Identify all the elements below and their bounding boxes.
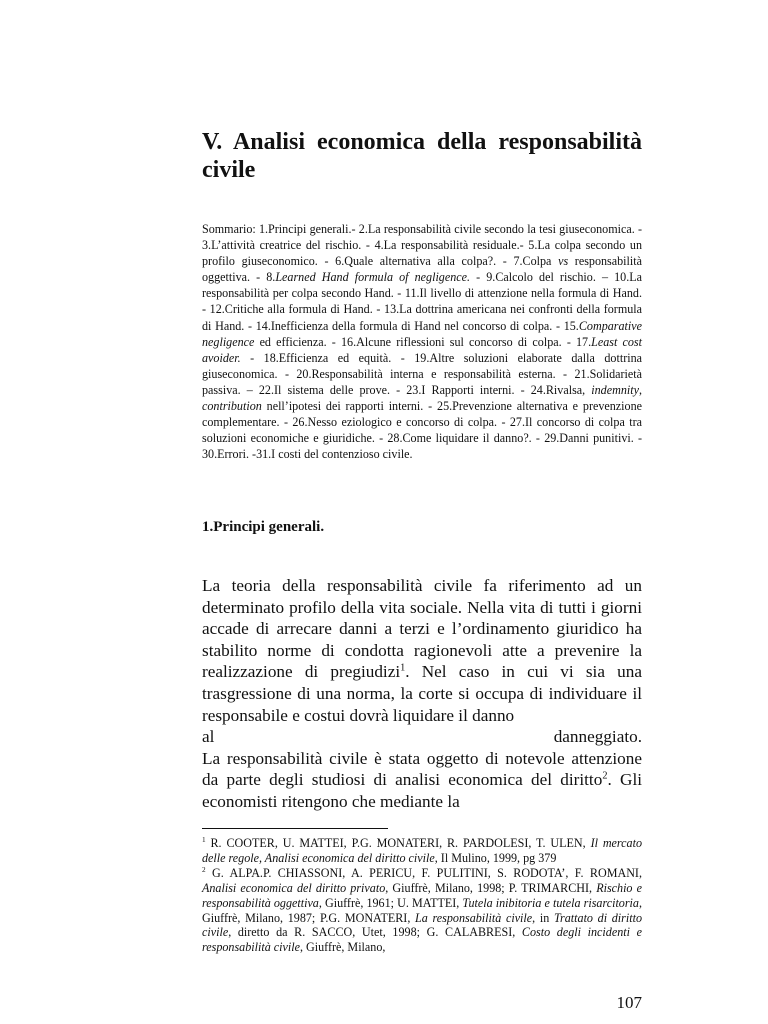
- summary-segment-text-4: - 9.Calcolo del rischio. – 10.La responsabilità per colpa secondo Hand. - 11.Il livello di attenzione nella formula di Hand. - 12.Critiche alla formula di Hand. - 13.La dottrina americana nei confronti della formula di Hand. - 14.Inefficienza della formula di Hand nel concorso di colpa. - 15.: [202, 270, 642, 333]
- footnote-2-segment-italic-9: Trattato di diritto civile: [202, 910, 643, 940]
- summary-segment-italic-11: contribution: [202, 399, 262, 414]
- summary-segment-text-6: ed efficienza. - 16.Alcune riflessioni sul concorso di colpa. - 17.: [254, 334, 592, 349]
- paragraph-1-last-line: al danneggiato.: [202, 727, 642, 747]
- page-number: 107: [616, 993, 642, 1012]
- footnote-2-segment-text-6: , Giuffrè, Milano, 1987; P.G. MONATERI,: [202, 895, 642, 925]
- footnote-ref-2: 2: [602, 770, 608, 782]
- footnote-2-segment-italic-7: La responsabilità civile: [415, 910, 533, 925]
- summary-segment-italic-9: indemnity: [591, 382, 639, 397]
- footnote-mark: 1: [202, 835, 206, 844]
- summary-segment-text-2: responsabilità oggettiva. - 8.: [202, 254, 642, 285]
- summary-segment-italic-5: Comparative negligence: [202, 318, 642, 349]
- footnote-2-segment-italic-5: Tutela inibitoria e tutela risarcitoria: [462, 895, 639, 910]
- footnotes: [202, 836, 642, 955]
- footnote-1: [202, 836, 642, 866]
- footnote-2-segment-text-0: G. ALPA.P. CHIASSONI, A. PERICU, F. PULITINI, S. RODOTA’, F. ROMANI,: [205, 865, 642, 880]
- summary-segment-italic-3: Learned Hand formula of negligence.: [275, 270, 471, 285]
- paragraph-2: La responsabilità civile è stata oggetto di notevole attenzione da parte degli studiosi di analisi economica del diritto$^2$. Gli economisti ritengono che mediante la: [202, 748, 643, 811]
- footnote-2-segment-italic-11: Costo degli incidenti e responsabilità civile: [202, 925, 642, 955]
- footnote-separator: [202, 828, 388, 829]
- footnote-2-segment-italic-3: Rischio e responsabilità oggettiva: [202, 880, 643, 910]
- summary-segment-text-10: ,: [638, 382, 642, 397]
- summary-segment-text-12: nell’ipotesi dei rapporti interni. - 25.Prevenzione alternativa e prevenzione complementare. - 26.Nesso eziologico e concorso di colpa. - 27.Il concorso di colpa tra soluzioni economiche e giuridiche. - 28.Come liquidare il danno?. - 29.Danni punitivi. - 30.Errori. -31.I costi del contenzioso civile.: [202, 399, 642, 462]
- footnote-1-segment-italic-1: Il mercato delle regole, Analisi economica del diritto civile: [202, 836, 643, 865]
- summary-segment-text-8: - 18.Efficienza ed equità. - 19.Altre soluzioni elaborate dalla dottrina giuseconomica. - 20.Responsabilità interna e responsabilità esterna. - 21.Solidarietà passiva. – 22.Il sistema delle prove. - 23.I Rapporti interni. - 24.Rivalsa,: [202, 350, 642, 397]
- chapter-title: V. Analisi economica della responsabilità civile: [202, 129, 642, 183]
- footnote-2-segment-italic-1: Analisi economica del diritto privato: [202, 880, 386, 895]
- paragraph-1: La teoria della responsabilità civile fa riferimento ad un determinato profilo della vita sociale. Nella vita di tutti i giorni accade di arrecare danni a terzi e l’ordinamento giuridico ha stabilito norme di condotta ragionevoli atte a prevenire la realizzazione di pregiudizi$^1$. Nel caso in cui vi sia una trasgressione di una norma, la corte si occupa di individuare il responsabile e costui dovrà liquidare il danno al danneggiato.: [202, 576, 642, 747]
- footnote-2-segment-text-2: , Giuffrè, Milano, 1998; P. TRIMARCHI,: [385, 880, 597, 895]
- footnote-1-segment-text-2: , Il Mulino, 1999, pg 379: [434, 850, 557, 865]
- footnote-2-segment-text-8: , in: [532, 910, 554, 925]
- summary-segment-italic-1: vs: [558, 254, 569, 269]
- footnote-2-segment-text-4: , Giuffrè, 1961; U. MATTEI,: [318, 895, 463, 910]
- footnote-mark: 2: [202, 865, 206, 874]
- footnote-2-segment-text-10: , diretto da R. SACCO, Utet, 1998; G. CALABRESI,: [228, 925, 522, 940]
- summary-segment-text-0: Sommario: 1.Principi generali.- 2.La responsabilità civile secondo la tesi giuseconomica. - 3.L’attività creatrice del rischio. - 4.La responsabilità residuale.- 5.La colpa secondo un profilo giuseconomico. - 6.Quale alternativa alla colpa?. - 7.Colpa: [202, 222, 642, 269]
- footnote-1-segment-text-0: R. COOTER, U. MATTEI, P.G. MONATERI, R. PARDOLESI, T. ULEN,: [205, 836, 591, 850]
- footnote-2-segment-text-12: , Giuffrè, Milano,: [299, 940, 386, 955]
- footnote-2: [202, 866, 642, 955]
- chapter-summary: [202, 221, 642, 462]
- footnote-ref-1: 1: [400, 662, 406, 674]
- body-text: [202, 575, 642, 813]
- document-page: [202, 0, 642, 1024]
- summary-segment-italic-7: Least cost avoider.: [202, 334, 643, 365]
- section-heading: 1.Principi generali.: [202, 519, 325, 535]
